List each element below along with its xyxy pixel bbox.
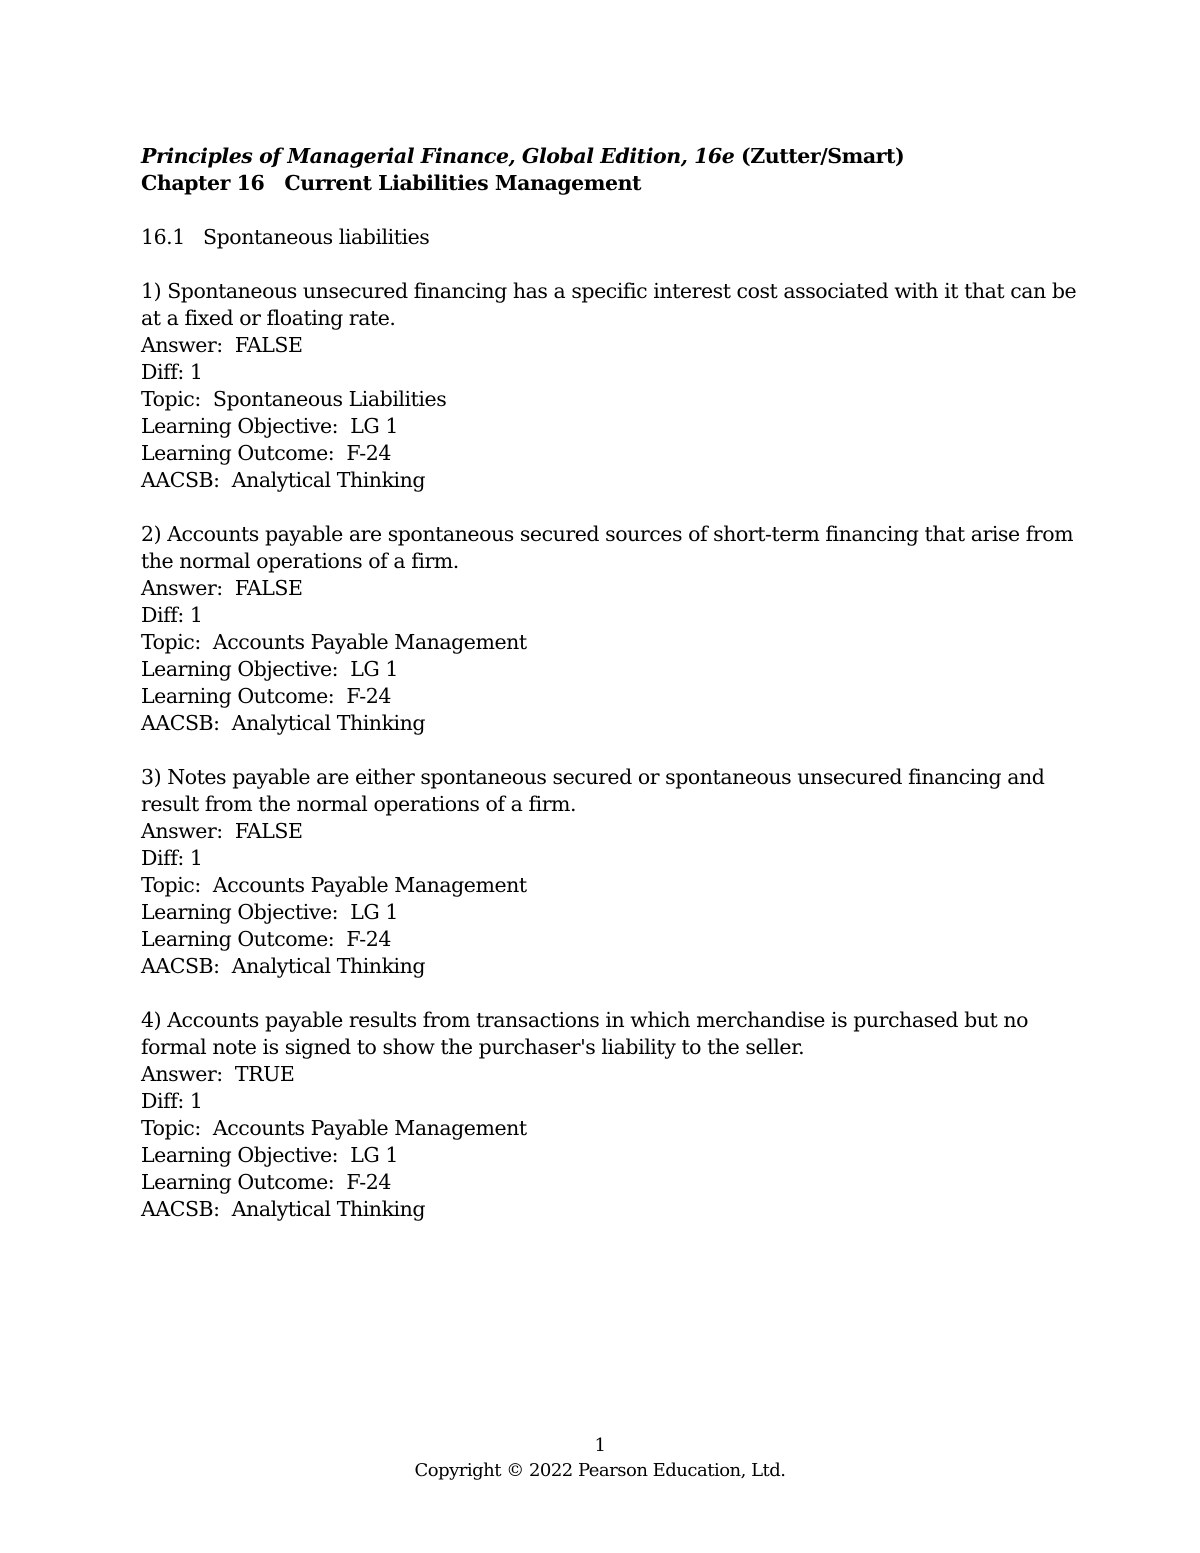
question-topic: Topic: Spontaneous Liabilities [141,387,447,411]
question-difficulty: Diff: 1 [141,1089,203,1113]
question-topic: Topic: Accounts Payable Management [141,873,527,897]
question-learning-outcome: Learning Outcome: F-24 [141,927,391,951]
question-learning-outcome: Learning Outcome: F-24 [141,684,391,708]
book-title: Principles of Managerial Finance, Global Edition, 16e [141,144,735,168]
question-answer: Answer: FALSE [141,819,303,843]
question-difficulty: Diff: 1 [141,846,203,870]
question-learning-outcome: Learning Outcome: F-24 [141,1170,391,1194]
book-title-line [141,143,1081,170]
question-answer: Answer: FALSE [141,576,303,600]
section-heading: 16.1 Spontaneous liabilities [141,225,430,249]
question-topic: Topic: Accounts Payable Management [141,1116,527,1140]
question-answer: Answer: FALSE [141,333,303,357]
question-aacsb: AACSB: Analytical Thinking [141,468,426,492]
question-learning-objective: Learning Objective: LG 1 [141,900,399,924]
page-content [141,143,1081,1223]
question-learning-objective: Learning Objective: LG 1 [141,1143,399,1167]
question-aacsb: AACSB: Analytical Thinking [141,711,426,735]
question-text: 3) Notes payable are either spontaneous secured or spontaneous unsecured financing and result from the normal operations of a firm. [141,765,1045,816]
chapter-title: Chapter 16 Current Liabilities Management [141,171,642,195]
question-2 [141,521,1081,737]
question-learning-objective: Learning Objective: LG 1 [141,414,399,438]
question-aacsb: AACSB: Analytical Thinking [141,954,426,978]
question-answer: Answer: TRUE [141,1062,295,1086]
question-difficulty: Diff: 1 [141,603,203,627]
question-learning-outcome: Learning Outcome: F-24 [141,441,391,465]
question-topic: Topic: Accounts Payable Management [141,630,527,654]
copyright-notice: Copyright © 2022 Pearson Education, Ltd. [414,1460,786,1481]
question-1 [141,278,1081,494]
question-text: 1) Spontaneous unsecured financing has a specific interest cost associated with it that can be at a fixed or floating rate. [141,279,1077,330]
page-number: 1 [594,1435,606,1456]
question-aacsb: AACSB: Analytical Thinking [141,1197,426,1221]
question-3 [141,764,1081,980]
book-authors: (Zutter/Smart) [741,144,905,168]
question-learning-objective: Learning Objective: LG 1 [141,657,399,681]
question-text: 4) Accounts payable results from transactions in which merchandise is purchased but no formal note is signed to show the purchaser's liability to the seller. [141,1008,1029,1059]
question-difficulty: Diff: 1 [141,360,203,384]
question-4 [141,1007,1081,1223]
question-text: 2) Accounts payable are spontaneous secured sources of short-term financing that arise from the normal operations of a firm. [141,522,1074,573]
